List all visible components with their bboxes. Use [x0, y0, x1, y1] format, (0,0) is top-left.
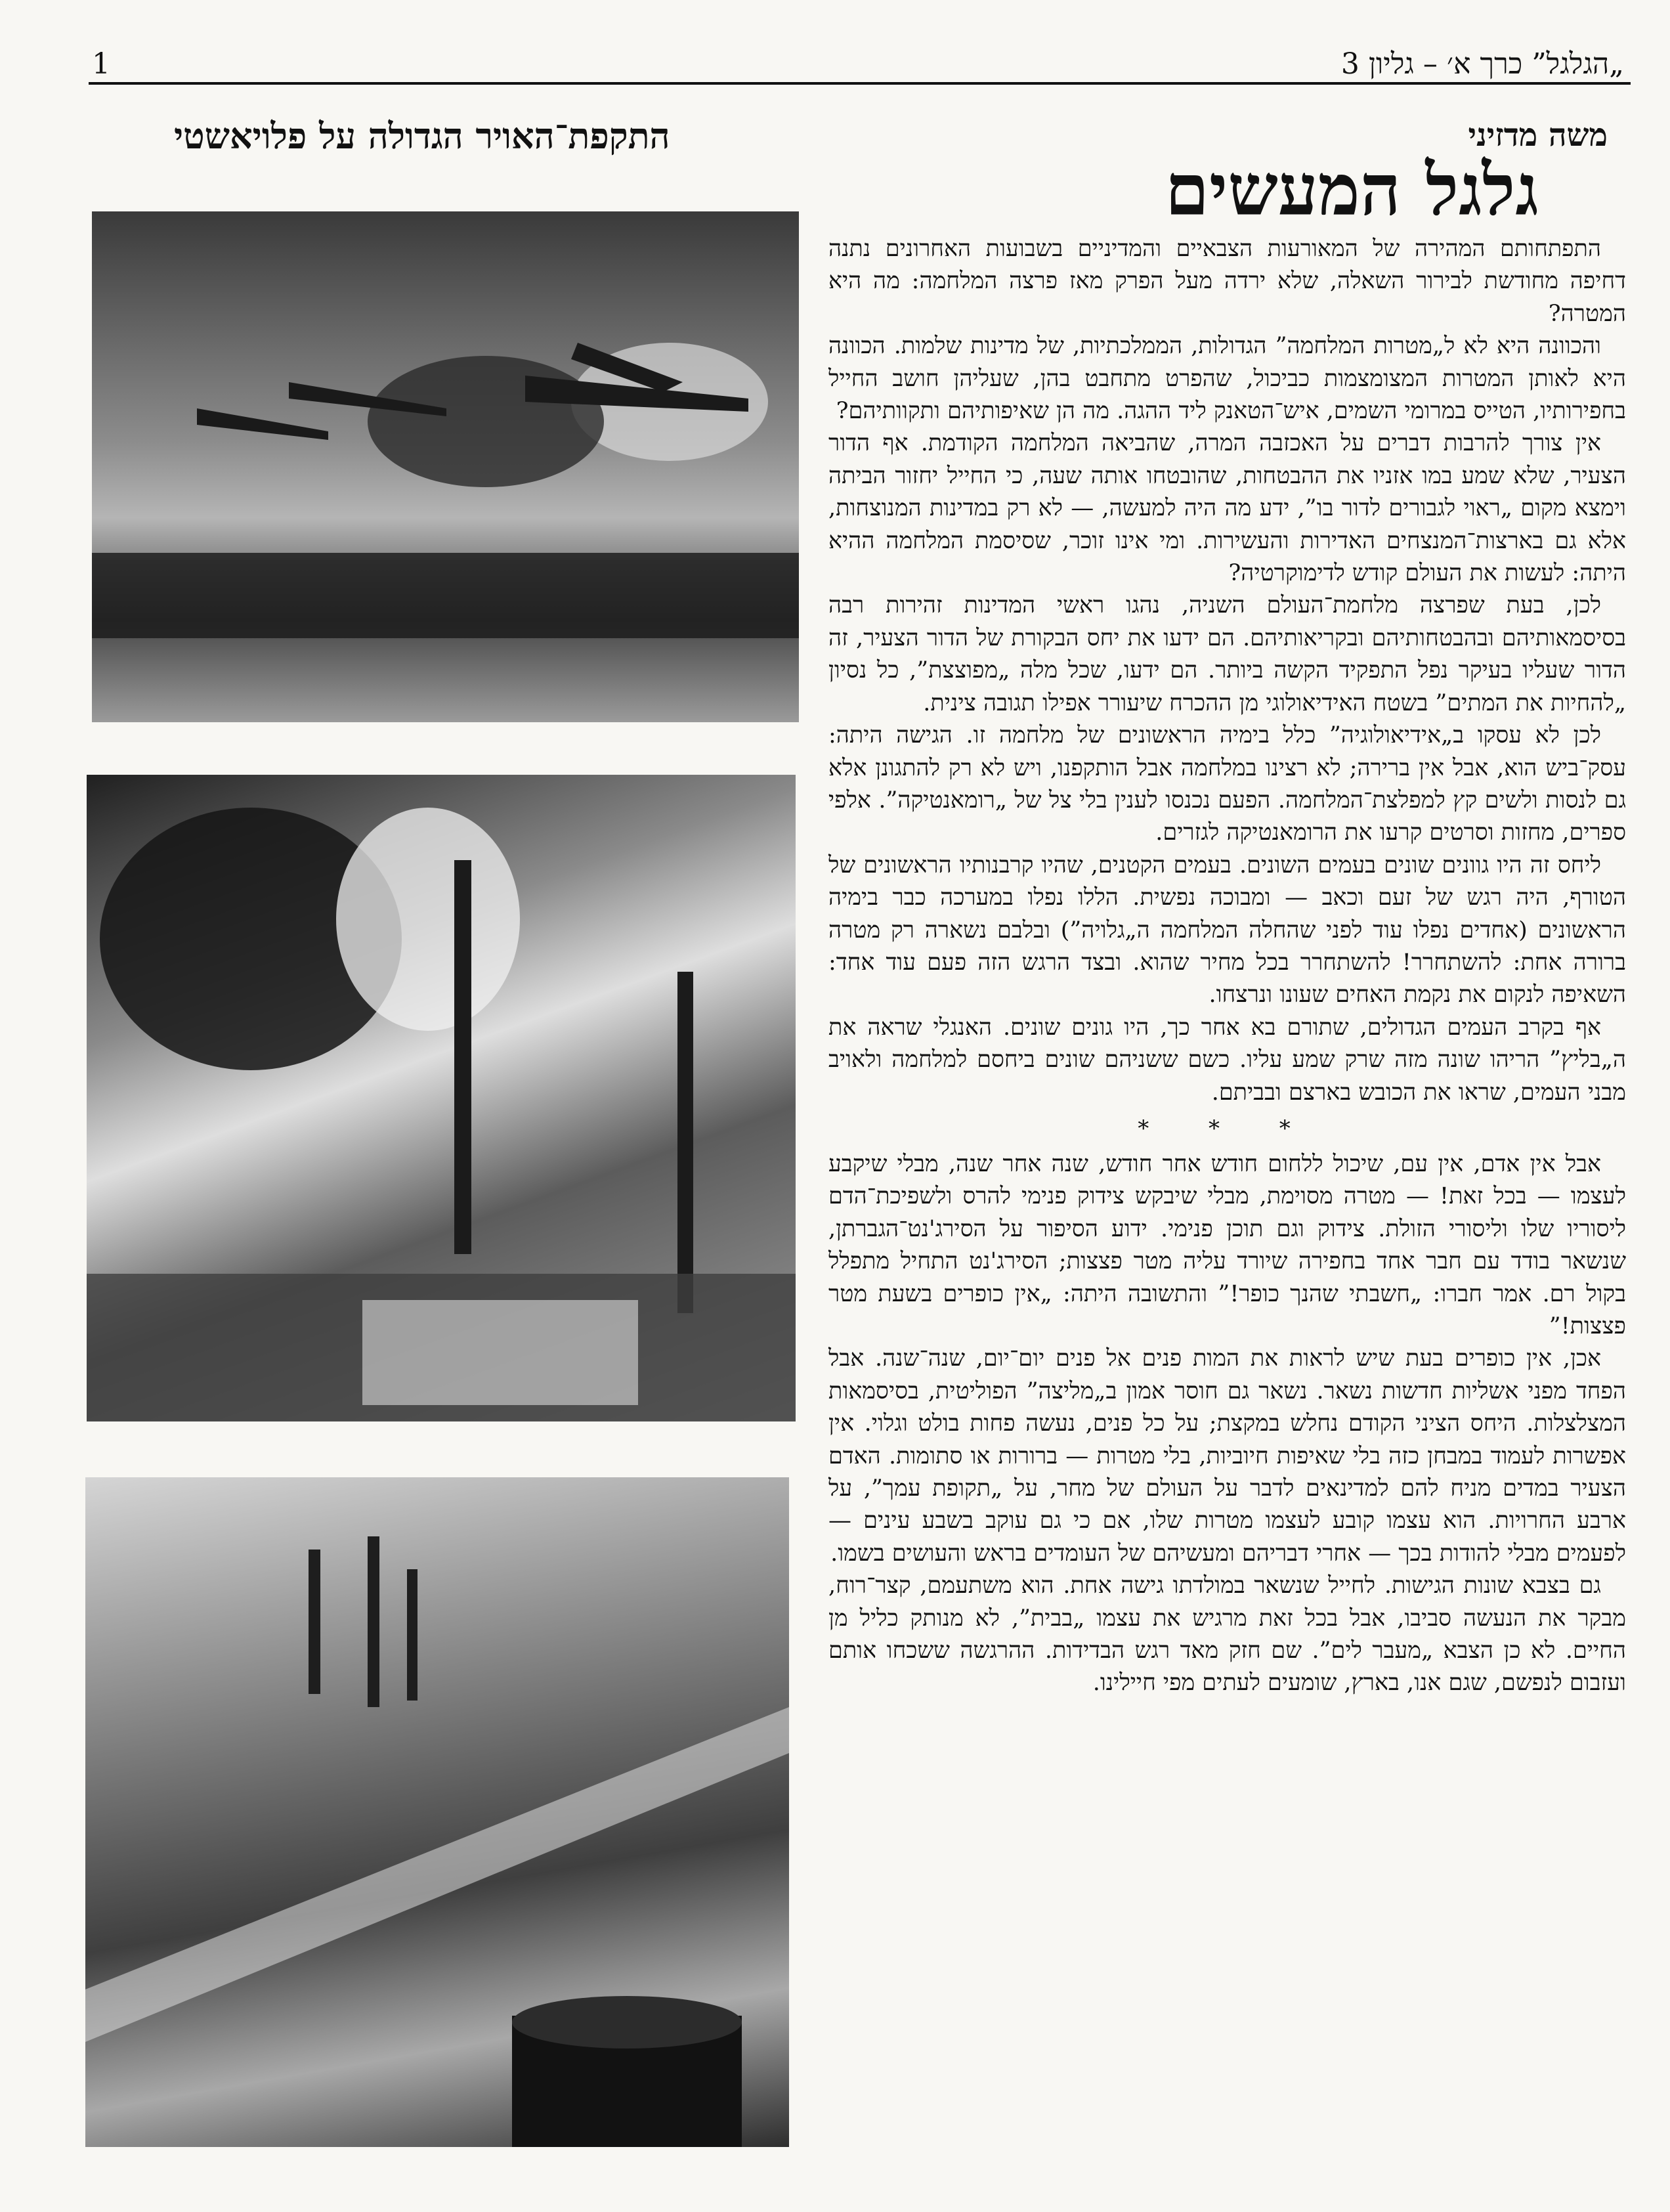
- article-author: משה מדזיני: [1468, 117, 1608, 154]
- article-paragraph: אף בקרב העמים הגדולים, שתורם בא אחר כך, היו גונים שונים. האנגלי שראה את ה„בליץ” הריהו שונה מזה שרק שמע עליו. כשם ששניהם שונים ביחסם למלחמה ולאויב מבני העמים, שראו את הכובש בארצם ובביתם.: [828, 1014, 1626, 1106]
- article-paragraph: והכוונה היא לא ל„מטרות המלחמה” הגדולות, הממלכתיות, של מדינות שלמות. הכוונה היא לאותן המטרות המצומצמות כביכול, שהפרט מתחבט בהן, שעליהן חושב החייל בחפירותיו, הטייס במרומי השמים, איש־הטאנק ליד ההגה. מה הן שאיפותיהם ותקוותיהם?: [828, 333, 1626, 425]
- page-number: 1: [92, 47, 110, 81]
- photo-refinery-aerial: [85, 1477, 789, 2147]
- photo-burning-refinery: [87, 775, 796, 1421]
- photos-caption: התקפת־האויר הגדולה על פלויאשטי: [174, 115, 670, 157]
- refinery-smoke-icon: [87, 775, 796, 1421]
- article-paragraph: ליחס זה היו גוונים שונים בעמים השונים. בעמים הקטנים, שהיו קרבנותיו הראשונים של הטורף, היה רגש של זעם וכאב — ומבוכה נפשית. הללו נפלו במערכה כבר בימיה הראשונים (אחדים נפלו עוד לפני שהחלה המלחמה ה„גלויה”) ובלבם נשארה רק מטרה ברורה אחת: להשתחרר! להשתחרר בכל מחיר שהוא. ובצד הרגש הזה פעם עוד אחד: השאיפה לנקום את נקמת האחים שעונו ונרצחו.: [828, 852, 1626, 1008]
- article-paragraph: התפתחותם המהירה של המאורעות הצבאיים והמדיניים בשבועות האחרונים נתנה דחיפה מחודשת לבירור השאלה, שלא ירדה מעל הפרק מאז פרצה המלחמה: מה היא המטרה?: [828, 236, 1626, 327]
- photo-bombers-over-smoke: [92, 211, 799, 722]
- header-rule: [89, 82, 1631, 85]
- article-paragraph: גם בצבא שונות הגישות. לחייל שנשאר במולדתו גישה אחת. הוא משתעמם, קצר־רוח, מבקר את הנעשה סביבו, אבל בכל זאת מרגיש את עצמו „בבית”, לא מנותק כליל מן החיים. לא כן הצבא „מעבר לים”. שם חזק מאד רגש הבדידות. ההרגשה ששכחו אותם ועזבום לנפשם, שגם אנו, בארץ, שומעים לעתים מפי חיילינו.: [828, 1572, 1626, 1697]
- running-title: „הגלגל” כרך א׳ – גליון 3: [1340, 47, 1624, 81]
- oil-field-icon: [85, 1477, 789, 2147]
- article-paragraph: אכן, אין כופרים בעת שיש לראות את המות פנים אל פנים יום־יום, שנה־שנה. אבל הפחד מפני אשליות חדשות נשאר. נשאר גם חוסר אמון ב„מליצה” הפוליטית, בסיסמאות המצלצלות. היחס הציני הקודם נחלש במקצת; על כל פנים, נעשה פחות בולט וגלוי. אין אפשרות לעמוד במבחן כזה בלי שאיפות חיוביות, בלי מטרות — ברורות או סתומות. האדם הצעיר במדים מניח להם למדינאים לדבר על העולם של מחר, על „תקופת עמך”, על ארבע החרויות. הוא עצמו קובע לעצמו מטרות שלו, אם כי גם עוקב בשבע עינים — לפעמים מבלי להודות בכך — אחרי דבריהם ומעשיהם של העומדים בראש והעושים בשמו.: [828, 1345, 1626, 1567]
- section-break-stars: * * *: [1138, 1115, 1317, 1142]
- article-body: [828, 233, 1626, 1700]
- article-paragraph: לכן, בעת שפרצה מלחמת־העולם השניה, נהגו ראשי המדינות זהירות רבה בסיסמאותיהם ובהבטחותיהם ובקריאותיהם. הם ידעו את יחס הבקורת של הדור הצעיר, זה הדור שעליו בעיקר נפל התפקיד הקשה ביותר. הם ידעו, שכל מלה „מפוצצת”, כל נסיון „להחיות את המתים” בשטח האידיאולוגי מן ההכרח שיעורר אפילו תגובה צינית.: [828, 592, 1626, 716]
- article-headline: גלגל המעשים: [1165, 149, 1539, 232]
- article-paragraph: לכן לא עסקו ב„אידיאולוגיה” כלל בימיה הראשונים של מלחמה זו. הגישה היתה: עסק־ביש הוא, אבל אין ברירה; לא רצינו במלחמה אבל הותקפנו, ויש לא רק להתגונן אלא גם לנסות ולשים קץ למפלצת־המלחמה. הפעם נכנסו לענין בלי צל של „רומאנטיקה”. אלפי ספרים, מחזות וסרטים קרעו את הרומאנטיקה לגזרים.: [828, 722, 1626, 846]
- article-paragraph: אבל אין אדם, אין עם, שיכול ללחום חודש אחר חודש, שנה אחר שנה, מבלי שיקבע לעצמו — בכל זאת! — מטרה מסוימת, מבלי שיבקש צידוק פנימי להרס ולשפיכת־הדם ליסוריו שלו וליסורי הזולת. צידוק וגם תוכן פנימי. ידוע הסיפור על הסירג'נט־הגברתן, שנשאר בודד עם חבר אחד בחפירה שיורד עליה מטר פצצות; הסירג'נט התחיל מתפלל בקול רם. אמר חברו: „חשבתי שהנך כופר!” והתשובה היתה: „אין כופרים בשעת מטר פצצות!”: [828, 1150, 1626, 1339]
- article-paragraph: אין צורך להרבות דברים על האכזבה המרה, שהביאה המלחמה הקודמת. אף הדור הצעיר, שלא שמע במו אזניו את ההבטחות, שהובטחו אותה שעה, כי החייל יחזור הביתה וימצא מקום „ראוי לגבורים לדור בו”, ידע מה היה למעשה, — לא רק במדינות המנוצחות, אלא גם בארצות־המנצחים האדירות והעשירות. ומי אינו זוכר, שסיסמת המלחמה ההיא היתה: לעשות את העולם קודש לדימוקרטיה?: [828, 430, 1626, 587]
- bomber-aircraft-icon: [92, 211, 799, 722]
